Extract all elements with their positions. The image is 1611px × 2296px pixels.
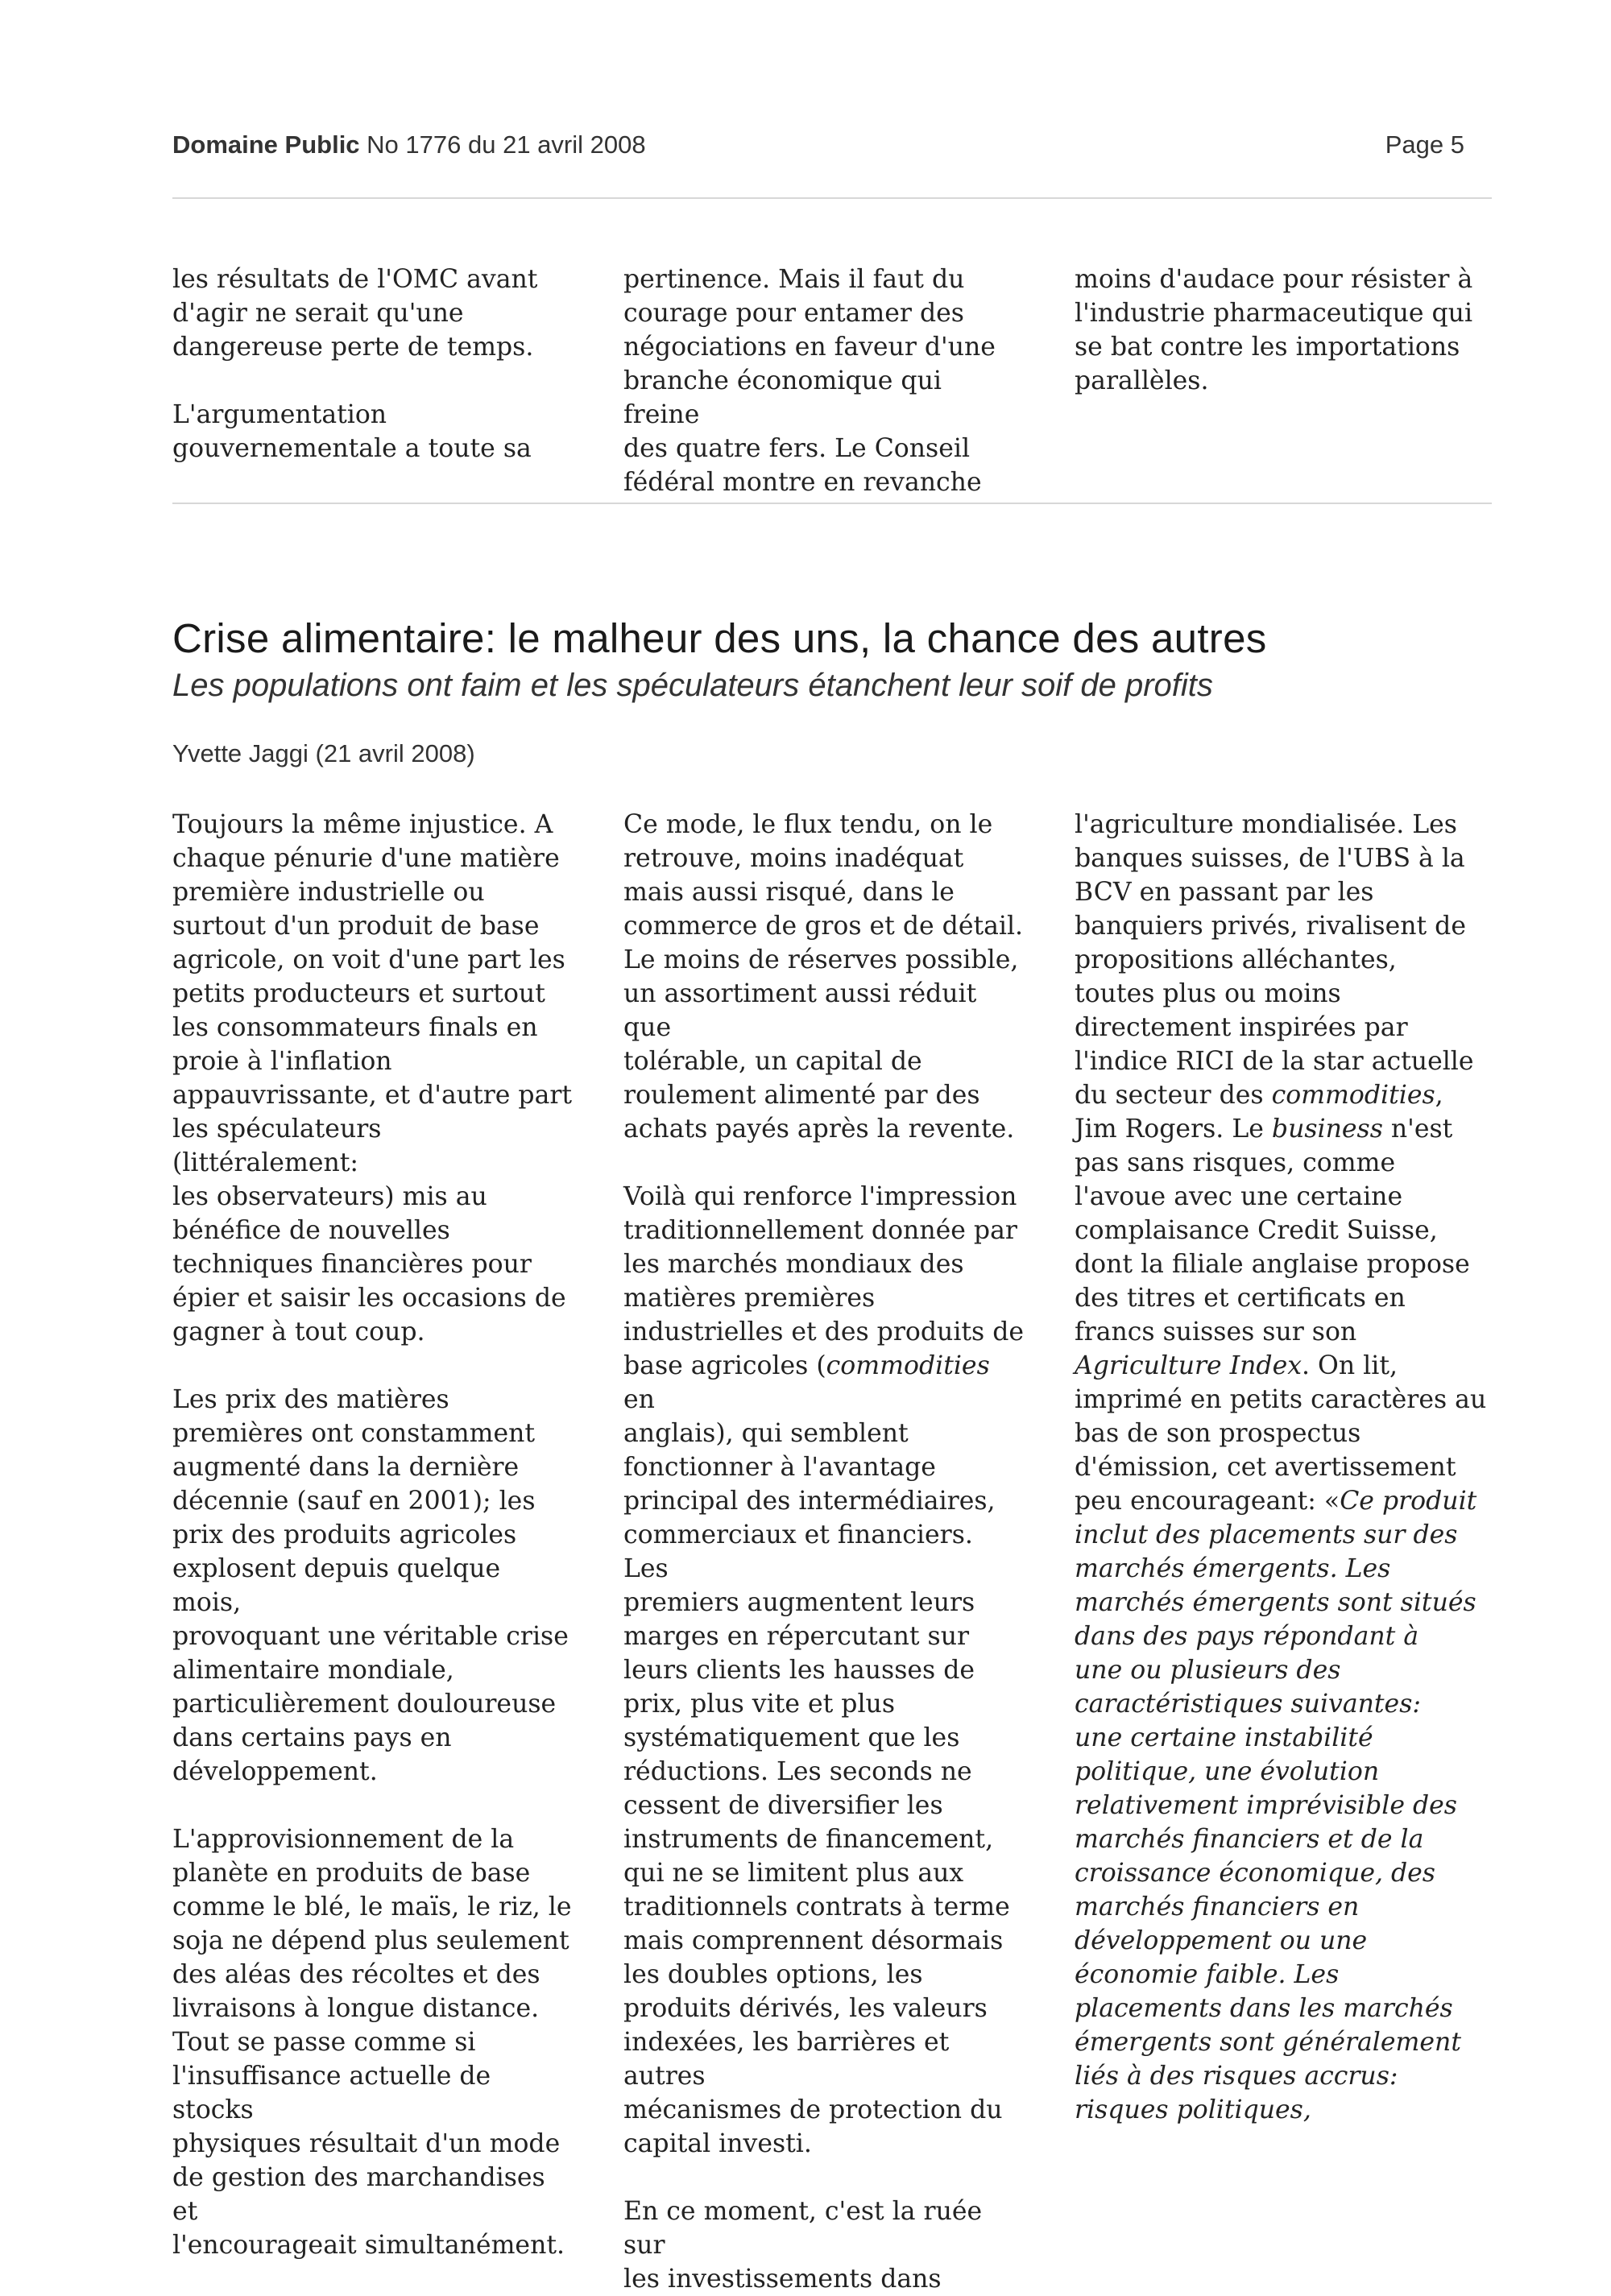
paragraph: Toujours la même injustice. A chaque pénurie d'une matière première industrielle ou surtout d'un produit de base agricole, on voit d'une part les petits producteurs et surtout les consommateurs finals en proie à l'inflation appauvrissante, et d'autre part les spéculateurs (littéralement: les observateurs) mis au bénéfice de nouvelles techniques financières pour épier et saisir les occasions de gagner à tout coup. <box>172 810 573 1347</box>
previous-article-columns <box>172 263 1493 499</box>
article-columns <box>172 808 1493 2296</box>
paragraph: Voilà qui renforce l'impression traditionnellement donnée par les marchés mondiaux des matières premières industrielles et des produits de base agricoles (commodities en anglais), qui semblent fonctionner à l'avantage principal des intermédiaires, commerciaux et financiers. Les premiers augmentent leurs marges en répercutant sur leurs clients les hausses de prix, plus vite et plus systématiquement que les réductions. Les seconds ne cessent de diversifier les instruments de financement, qui ne se limitent plus aux traditionnels contrats à terme mais comprennent désormais les doubles options, les produits dérivés, les valeurs indexées, les barrières et autres mécanismes de protection du capital investi. <box>623 1182 1025 2158</box>
previous-article-column-1 <box>172 263 574 499</box>
article-column-1 <box>172 808 574 2296</box>
article-divider <box>172 503 1492 504</box>
article-title: Crise alimentaire: le malheur des uns, la chance des autres <box>172 615 1267 661</box>
paragraph: L'argumentation gouvernementale a toute sa <box>172 400 532 463</box>
issue-info: No 1776 du 21 avril 2008 <box>367 130 646 159</box>
article-byline: Yvette Jaggi (21 avril 2008) <box>172 739 475 767</box>
paragraph: L'approvisionnement de la planète en produits de base comme le blé, le maïs, le riz, le soja ne dépend plus seulement des aléas des récoltes et des livraisons à longue distance. Tout se passe comme si l'insuffisance actuelle de stocks physiques résultait d'un mode de gestion des marchandises et l'encourageait simultanément. <box>172 1825 572 2260</box>
paragraph: Ce mode, le flux tendu, on le retrouve, moins inadéquat mais aussi risqué, dans le commerce de gros et de détail. Le moins de réserves possible, un assortiment aussi réduit que tolérable, un capital de roulement alimenté par des achats payés après la revente. <box>623 810 1024 1144</box>
paragraph: l'agriculture mondialisée. Les banques suisses, de l'UBS à la BCV en passant par les banquiers privés, rivalisent de propositions alléchantes, toutes plus ou moins directement inspirées par l'indice RICI de la star actuelle du secteur des commodities, Jim Rogers. Le business n'est pas sans risques, comme l'avoue avec une certaine complaisance Credit Suisse, dont la filiale anglaise propose des titres et certificats en francs suisses sur son Agriculture Index. On lit, imprimé en petits caractères au bas de son prospectus d'émission, cet avertissement peu encourageant: «Ce produit inclut des placements sur des marchés émergents. Les marchés émergents sont situés dans des pays répondant à une ou plusieurs des caractéristiques suivantes: une certaine instabilité politique, une évolution relativement imprévisible des marchés financiers et de la croissance économique, des marchés financiers en développement ou une économie faible. Les placements dans les marchés émergents sont généralement liés à des risques accrus: risques politiques, <box>1075 810 1487 2124</box>
previous-article-column-2 <box>623 263 1025 499</box>
article-subtitle: Les populations ont faim et les spéculateurs étanchent leur soif de profits <box>172 668 1213 703</box>
article-column-2 <box>623 808 1025 2296</box>
paragraph: pertinence. Mais il faut du courage pour entamer des négociations en faveur d'une branche économique qui freine des quatre fers. Le Conseil fédéral montre en revanche <box>623 265 996 497</box>
page-number: Page 5 <box>1385 130 1464 159</box>
page-header <box>172 130 1464 166</box>
header-divider <box>172 197 1492 199</box>
publication-name: Domaine Public <box>172 130 360 159</box>
previous-article-column-3 <box>1075 263 1493 499</box>
paragraph: Les prix des matières premières ont constamment augmenté dans la dernière décennie (sauf en 2001); les prix des produits agricoles explosent depuis quelque mois, provoquant une véritable crise alimentaire mondiale, particulièrement douloureuse dans certains pays en développement. <box>172 1385 569 1786</box>
paragraph: les résultats de l'OMC avant d'agir ne serait qu'une dangereuse perte de temps. <box>172 265 538 362</box>
paragraph: moins d'audace pour résister à l'industrie pharmaceutique qui se bat contre les importations parallèles. <box>1075 265 1473 395</box>
article-column-3 <box>1075 808 1493 2296</box>
paragraph: En ce moment, c'est la ruée sur les investissements dans <box>623 2197 983 2294</box>
